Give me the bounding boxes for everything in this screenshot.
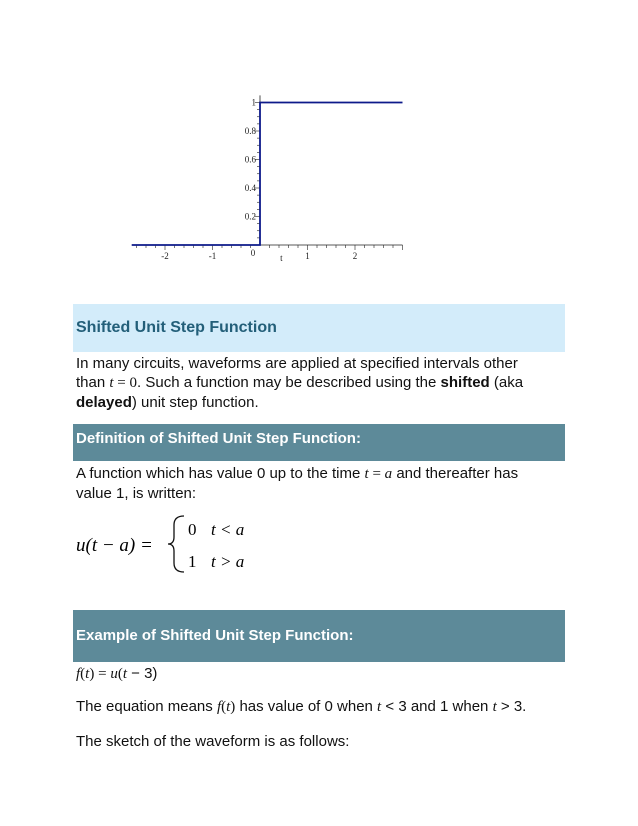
example-equation: f(t) = u(t − 3) [76, 665, 158, 682]
y-tick-label: 0.6 [244, 154, 256, 165]
y-tick-label: 0.8 [244, 126, 256, 136]
chart-axes [132, 95, 403, 245]
y-tick-label: 1 [251, 97, 256, 108]
case-1-condition: t < a [211, 520, 245, 539]
example-explanation: The equation means f(t) has value of 0 when t < 3 and 1 when t > 3. [76, 698, 527, 715]
case-2-condition: t > a [211, 552, 245, 571]
left-brace-icon [168, 516, 184, 572]
section-title-definition-text: Definition of Shifted Unit Step Function: [76, 430, 361, 447]
x-axis-label: t [280, 253, 283, 263]
chart-series [132, 103, 403, 246]
y-tick-label: 0.4 [244, 183, 256, 193]
case-2-value: 1 [188, 552, 197, 571]
shifted-line-1: In many circuits, waveforms are applied at specified intervals other [76, 355, 518, 372]
shifted-line-3: delayed) unit step function. [76, 394, 259, 411]
x-tick-label: -1 [208, 251, 217, 261]
shifted-line-2: than t = 0. Such a function may be described using the shifted (aka [76, 374, 524, 391]
piecewise-formula [76, 511, 276, 577]
definition-line-2: value 1, is written: [76, 485, 197, 502]
y-tick-label: 0.2 [244, 211, 256, 222]
unit-step-chart [120, 90, 410, 270]
shifted-paragraph [76, 354, 566, 412]
definition-paragraph [76, 464, 566, 503]
case-1-value: 0 [188, 520, 197, 539]
series-line-u-t [132, 103, 403, 246]
definition-line-1: A function which has value 0 up to the time t = a and thereafter has [76, 465, 519, 482]
origin-label: 0 [250, 248, 256, 258]
section-title-example-text: Example of Shifted Unit Step Function: [76, 627, 354, 644]
section-title-shifted [73, 304, 565, 352]
x-tick-label: -2 [161, 251, 169, 261]
formula-lhs: u(t − a) = [76, 535, 153, 556]
section-title-shifted-text: Shifted Unit Step Function [76, 319, 277, 336]
chart-ticks [137, 98, 403, 264]
example-sketch-note: The sketch of the waveform is as follows: [76, 733, 350, 750]
x-tick-label: 2 [352, 251, 358, 261]
x-tick-label: 1 [305, 251, 310, 261]
section-title-example [73, 610, 565, 662]
section-title-definition [73, 424, 565, 461]
